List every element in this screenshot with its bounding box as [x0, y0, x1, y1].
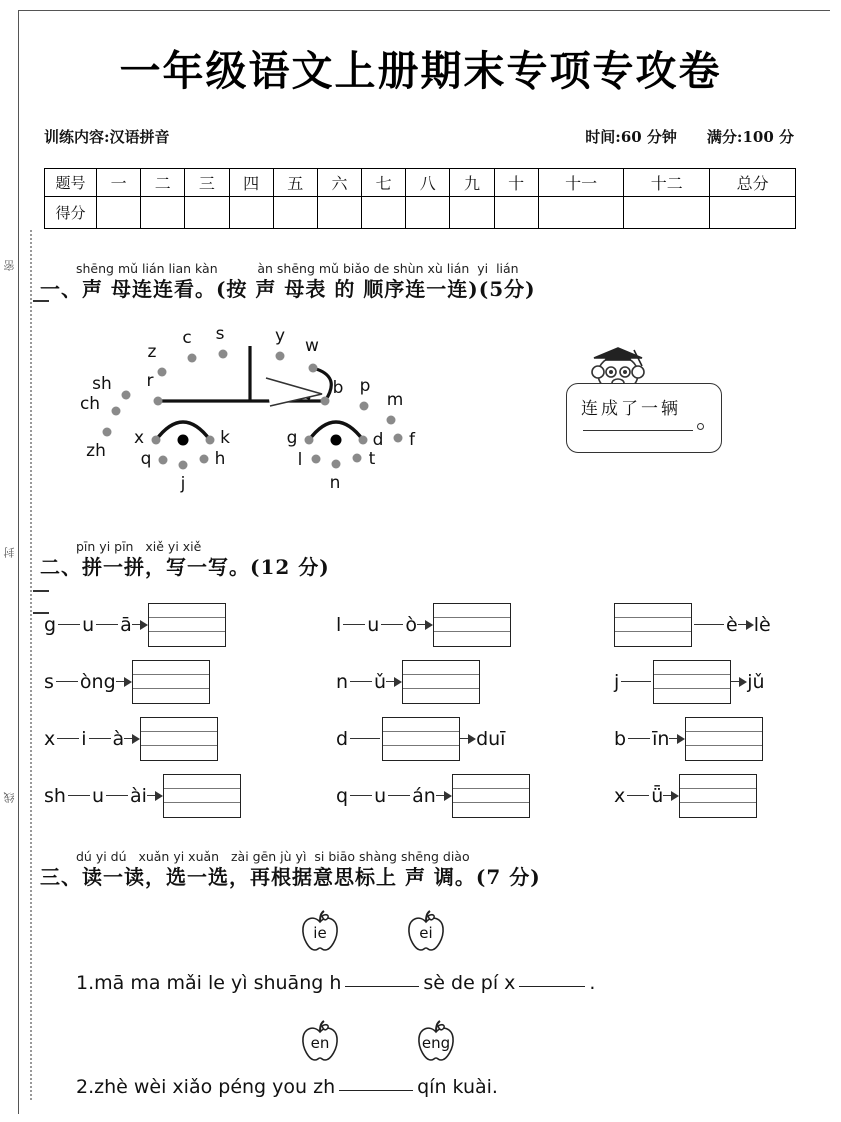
bubble-answer-blank[interactable] [583, 430, 693, 431]
apple-option-label: ie [313, 924, 327, 942]
spelling-row [44, 710, 804, 767]
pinyin-part: x [44, 727, 56, 750]
dot-label-z: z [147, 342, 157, 362]
dash-connector [57, 738, 79, 740]
dot-f[interactable] [394, 434, 403, 443]
section-1-title: 一、声 母连连看。(按 声 母表 的 顺序连一连)(5分) [40, 277, 536, 301]
arrow-icon [663, 791, 679, 801]
pinyin-part: u [374, 784, 387, 807]
answer-blank[interactable] [339, 1090, 413, 1091]
page-title: 一年级语文上册期末专项专攻卷 [119, 47, 722, 95]
col-1: 一 [97, 169, 141, 197]
score-cell-8[interactable] [406, 197, 450, 229]
dot-label-q: q [140, 449, 152, 469]
dot-label-g: g [286, 428, 298, 448]
pinyin-part: g [44, 613, 57, 636]
dash-connector [628, 738, 650, 740]
section-2-heading [40, 540, 830, 580]
bubble-pointer [264, 368, 326, 414]
row-label-score: 得分 [45, 197, 97, 229]
dash-connector [381, 624, 403, 626]
apple-option-label: ei [419, 924, 433, 942]
writing-box-4-1[interactable] [163, 774, 241, 818]
pinyin-result: jǔ [747, 670, 765, 693]
score-table [44, 168, 796, 229]
bubble-text: 连成了一辆 [581, 399, 681, 419]
writing-box-1-3[interactable] [614, 603, 692, 647]
dash-connector [621, 681, 651, 683]
writing-box-2-3[interactable] [653, 660, 731, 704]
dot-g[interactable] [305, 436, 314, 445]
arrow-icon [738, 620, 754, 630]
dot-label-r: r [146, 371, 154, 391]
score-cell-4[interactable] [229, 197, 273, 229]
pinyin-part: j [614, 670, 620, 693]
score-cell-5[interactable] [273, 197, 317, 229]
arrow-icon [460, 734, 476, 744]
arrow-icon [417, 620, 433, 630]
dash-connector [58, 624, 80, 626]
writing-box-3-1[interactable] [140, 717, 218, 761]
col-10: 十 [494, 169, 538, 197]
dash-connector [627, 795, 649, 797]
pinyin-part: q [336, 784, 349, 807]
dot-label-ch: ch [79, 394, 101, 414]
pinyin-part: sh [44, 784, 66, 807]
arrow-icon [436, 791, 452, 801]
pinyin-part: u [367, 613, 380, 636]
seal-char-mi: 密 [3, 258, 16, 271]
col-6: 六 [317, 169, 361, 197]
dot-label-b: b [332, 378, 344, 398]
sentence-text: zhè wèi xiǎo péng you zh [94, 1076, 336, 1098]
dot-label-y: y [274, 326, 286, 346]
pinyin-part: b [614, 727, 627, 750]
col-9: 九 [450, 169, 494, 197]
meta-training-content: 训练内容:汉语拼音 [44, 128, 170, 146]
pinyin-part: u [91, 784, 104, 807]
score-cell-7[interactable] [362, 197, 406, 229]
section-1-pinyin: shēng mǔ lián lian kàn àn shēng mǔ biǎo de shùn xù lián yi lián [76, 261, 519, 276]
dot-label-m: m [386, 390, 404, 410]
score-cell-total[interactable] [710, 197, 796, 229]
dot-label-t: t [368, 449, 376, 469]
dot-label-f: f [409, 430, 415, 450]
col-12: 十二 [624, 169, 710, 197]
dot-s[interactable] [219, 350, 228, 359]
dot-z[interactable] [158, 368, 167, 377]
table-row-question-number [45, 169, 796, 197]
apple-option-en[interactable] [296, 1020, 344, 1064]
dot-label-k: k [220, 428, 230, 448]
pinyin-part: l [336, 613, 342, 636]
dot-q[interactable] [159, 456, 168, 465]
arrow-icon [132, 620, 148, 630]
dot-p[interactable] [360, 402, 369, 411]
tone-sentence-2 [76, 1076, 498, 1098]
spelling-item-4-2 [336, 767, 530, 824]
section-2-title: 二、拼一拼，写一写。(12 分) [40, 555, 330, 579]
sentence-text: mā ma mǎi le yì shuāng h [94, 972, 342, 994]
meta-total-score: 满分:100 分 [706, 128, 794, 146]
pinyin-part: ài [130, 784, 147, 807]
dot-k[interactable] [206, 436, 215, 445]
writing-box-3-2[interactable] [382, 717, 460, 761]
dot-label-x: x [133, 428, 145, 448]
spelling-item-2-3 [614, 653, 765, 710]
pinyin-part: ǔ [374, 670, 387, 693]
dot-n[interactable] [332, 460, 341, 469]
pinyin-part: n [336, 670, 349, 693]
section-3-heading [40, 850, 830, 890]
section-1-heading [40, 262, 830, 302]
writing-box-4-2[interactable] [452, 774, 530, 818]
spelling-item-4-1 [44, 767, 241, 824]
apple-option-eng[interactable] [412, 1020, 460, 1064]
spelling-item-2-2 [336, 653, 480, 710]
dash-connector [694, 624, 724, 626]
wheel-hub-2 [331, 435, 342, 446]
dot-label-h: h [214, 449, 226, 469]
writing-box-2-1[interactable] [132, 660, 210, 704]
pinyin-part: án [412, 784, 436, 807]
apple-option-label: en [310, 1034, 330, 1052]
arrow-icon [731, 677, 747, 687]
bubble-period-mark [697, 423, 704, 430]
col-11: 十一 [538, 169, 624, 197]
dot-label-w: w [305, 336, 319, 356]
writing-box-1-2[interactable] [433, 603, 511, 647]
spelling-row [44, 653, 804, 710]
dash-connector [350, 795, 372, 797]
dot-h[interactable] [200, 455, 209, 464]
dot-label-zh: zh [86, 441, 106, 461]
dot-c[interactable] [188, 354, 197, 363]
answer-blank[interactable] [345, 986, 419, 987]
dash-connector [350, 738, 380, 740]
dot-d[interactable] [359, 436, 368, 445]
spelling-item-2-1 [44, 653, 210, 710]
dot-t[interactable] [353, 454, 362, 463]
score-cell-12[interactable] [624, 197, 710, 229]
pinyin-part: è [726, 613, 738, 636]
seal-char-feng: 封 [3, 545, 16, 558]
dot-ch[interactable] [112, 407, 121, 416]
section-3-pinyin: dú yi dú xuǎn yi xuǎn zài gēn jù yì si biāo shàng shēng diào [76, 849, 470, 864]
sentence-number: 2. [76, 1076, 95, 1098]
pinyin-part: u [82, 613, 95, 636]
apple-option-ei[interactable] [402, 910, 450, 954]
apple-option-ie[interactable] [296, 910, 344, 954]
dot-r[interactable] [154, 397, 163, 406]
exam-meta [44, 126, 794, 147]
col-5: 五 [273, 169, 317, 197]
col-4: 四 [229, 169, 273, 197]
answer-blank[interactable] [519, 986, 585, 987]
pinyin-part: d [336, 727, 349, 750]
col-2: 二 [141, 169, 185, 197]
dot-label-s: s [215, 324, 225, 344]
pinyin-part: i [81, 727, 87, 750]
spelling-item-1-1 [44, 596, 226, 653]
pinyin-part: òng [79, 670, 116, 693]
row-label-question-number: 题号 [45, 169, 97, 197]
pinyin-part: x [614, 784, 626, 807]
seal-dash [33, 590, 49, 592]
dash-connector [343, 624, 365, 626]
pinyin-part: à [112, 727, 125, 750]
writing-box-4-3[interactable] [679, 774, 757, 818]
spelling-row [44, 596, 804, 653]
writing-box-3-3[interactable] [685, 717, 763, 761]
pinyin-part: ǖ [651, 784, 664, 807]
wheel-hub-1 [178, 435, 189, 446]
score-cell-9[interactable] [450, 197, 494, 229]
dash-connector [68, 795, 90, 797]
spelling-item-3-2 [336, 710, 505, 767]
pinyin-part: īn [652, 727, 670, 750]
meta-time-limit: 时间:60 分钟 [585, 128, 677, 146]
col-3: 三 [185, 169, 229, 197]
seal-line [30, 230, 32, 1100]
dot-sh[interactable] [122, 391, 131, 400]
spelling-item-4-3 [614, 767, 757, 824]
pinyin-result: lè [753, 613, 771, 636]
sentence-text: qín kuài. [417, 1076, 498, 1098]
score-cell-1[interactable] [97, 197, 141, 229]
sentence-number: 1. [76, 972, 95, 994]
col-total: 总分 [710, 169, 796, 197]
dot-x[interactable] [152, 436, 161, 445]
dot-j[interactable] [179, 461, 188, 470]
dash-connector [106, 795, 128, 797]
tone-sentence-1 [76, 972, 595, 994]
pinyin-part: ò [405, 613, 417, 636]
spelling-item-1-2 [336, 596, 511, 653]
col-7: 七 [362, 169, 406, 197]
dot-label-l: l [297, 450, 303, 470]
arrow-icon [147, 791, 163, 801]
dot-l[interactable] [312, 455, 321, 464]
score-cell-10[interactable] [494, 197, 538, 229]
pinyin-part: s [44, 670, 54, 693]
writing-box-2-2[interactable] [402, 660, 480, 704]
spelling-item-1-3 [614, 596, 771, 653]
dot-label-p: p [359, 376, 371, 396]
pinyin-result: duī [476, 727, 506, 750]
score-cell-11[interactable] [538, 197, 624, 229]
spelling-item-3-1 [44, 710, 218, 767]
dot-y[interactable] [276, 352, 285, 361]
arrow-icon [386, 677, 402, 687]
speech-bubble [566, 383, 722, 453]
section-3-title: 三、读一读，选一选，再根据意思标上 声 调。(7 分) [40, 865, 541, 889]
dot-label-d: d [372, 430, 384, 450]
apple-option-label: eng [421, 1034, 451, 1052]
dash-connector [56, 681, 78, 683]
dot-label-j: j [180, 474, 186, 494]
spelling-exercise [44, 596, 804, 824]
dash-connector [96, 624, 118, 626]
dash-connector [388, 795, 410, 797]
sentence-text: . [589, 972, 596, 994]
spelling-item-3-3 [614, 710, 763, 767]
score-cell-3[interactable] [185, 197, 229, 229]
col-8: 八 [406, 169, 450, 197]
dot-m[interactable] [387, 416, 396, 425]
dot-label-n: n [329, 473, 341, 493]
section-2-pinyin: pīn yi pīn xiě yi xiě [76, 539, 202, 554]
seal-char-xian: 线 [3, 790, 16, 803]
score-cell-2[interactable] [141, 197, 185, 229]
arrow-icon [669, 734, 685, 744]
writing-box-1-1[interactable] [148, 603, 226, 647]
arrow-icon [116, 677, 132, 687]
table-row-score [45, 197, 796, 229]
arrow-icon [124, 734, 140, 744]
dot-label-sh: sh [92, 374, 112, 394]
sentence-text: sè de pí x [423, 972, 516, 994]
pinyin-part: ā [120, 613, 132, 636]
dot-label-c: c [182, 328, 192, 348]
dash-connector [89, 738, 111, 740]
spelling-row [44, 767, 804, 824]
dot-zh[interactable] [103, 428, 112, 437]
dash-connector [350, 681, 372, 683]
score-cell-6[interactable] [317, 197, 361, 229]
